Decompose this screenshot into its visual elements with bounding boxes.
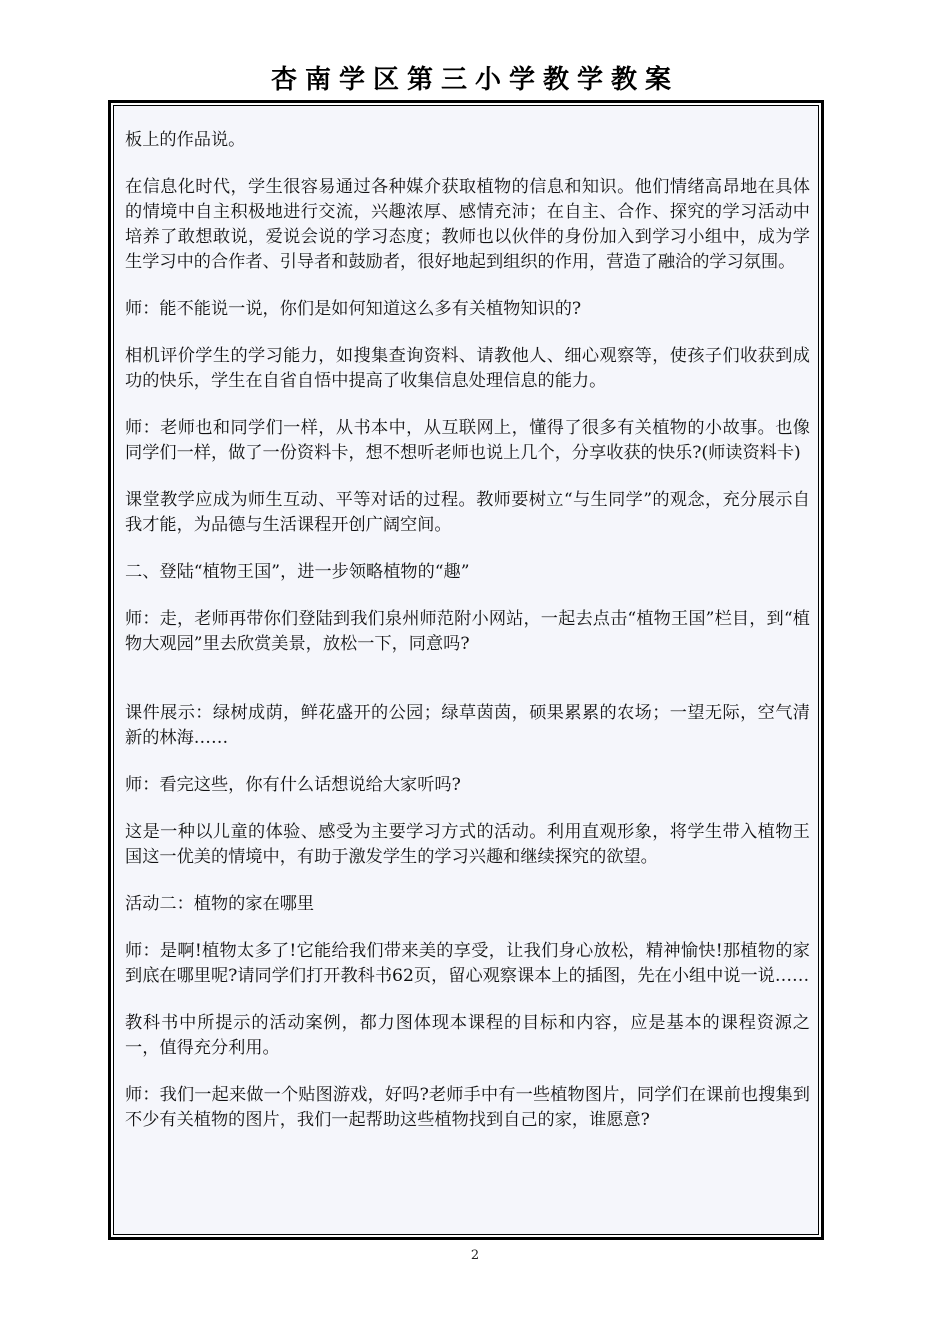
paragraph: 课件展示：绿树成荫，鲜花盛开的公园；绿草茵茵，硕果累累的农场；一望无际，空气清新的林海…… [125,703,810,748]
paragraph: 师：看完这些，你有什么话想说给大家听吗? [125,775,461,795]
section-heading: 二、登陆“植物王国”，进一步领略植物的“趣” [125,562,470,582]
paragraph: 师：老师也和同学们一样，从书本中，从互联网上，懂得了很多有关植物的小故事。也像同学们一样，做了一份资料卡，想不想听老师也说上几个，分享收获的快乐?(师读资料卡) [125,418,810,463]
paragraph: 师：走，老师再带你们登陆到我们泉州师范附小网站，一起去点击“植物王国”栏目，到“植物大观园”里去欣赏美景，放松一下，同意吗? [125,609,810,654]
paragraph: 这是一种以儿童的体验、感受为主要学习方式的活动。利用直观形象，将学生带入植物王国这一优美的情境中，有助于激发学生的学习兴趣和继续探究的欲望。 [125,822,810,867]
paragraph: 教科书中所提示的活动案例，都力图体现本课程的目标和内容，应是基本的课程资源之一，值得充分利用。 [125,1013,810,1058]
lesson-plan-content [113,105,819,1235]
paragraph: 师：能不能说一说，你们是如何知道这么多有关植物知识的? [125,299,582,319]
page-number: 2 [470,1248,480,1263]
paragraph: 板上的作品说。 [125,130,246,150]
lesson-plan-frame [108,100,824,1240]
paragraph: 课堂教学应成为师生互动、平等对话的过程。教师要树立“与生同学”的观念，充分展示自我才能，为品德与生活课程开创广阔空间。 [125,490,810,535]
paragraph: 师：是啊!植物太多了!它能给我们带来美的享受，让我们身心放松，精神愉快!那植物的家到底在哪里呢?请同学们打开教科书62页，留心观察课本上的插图，先在小组中说一说…… [125,941,810,986]
paragraph: 相机评价学生的学习能力，如搜集查询资料、请教他人、细心观察等，使孩子们收获到成功的快乐，学生在自省自悟中提高了收集信息处理信息的能力。 [125,346,810,391]
paragraph: 在信息化时代，学生很容易通过各种媒介获取植物的信息和知识。他们情绪高昂地在具体的情境中自主积极地进行交流，兴趣浓厚、感情充沛；在自主、合作、探究的学习活动中培养了敢想敢说，爱说会说的学习态度；教师也以伙伴的身份加入到学习小组中，成为学生学习中的合作者、引导者和鼓励者，很好地起到组织的作用，营造了融洽的学习氛围。 [125,177,810,272]
paragraph: 师：我们一起来做一个贴图游戏，好吗?老师手中有一些植物图片，同学们在课前也搜集到不少有关植物的图片，我们一起帮助这些植物找到自己的家，谁愿意? [125,1085,810,1130]
activity-heading: 活动二：植物的家在哪里 [125,894,315,914]
page-title: 杏南学区第三小学教学教案 [270,65,679,95]
